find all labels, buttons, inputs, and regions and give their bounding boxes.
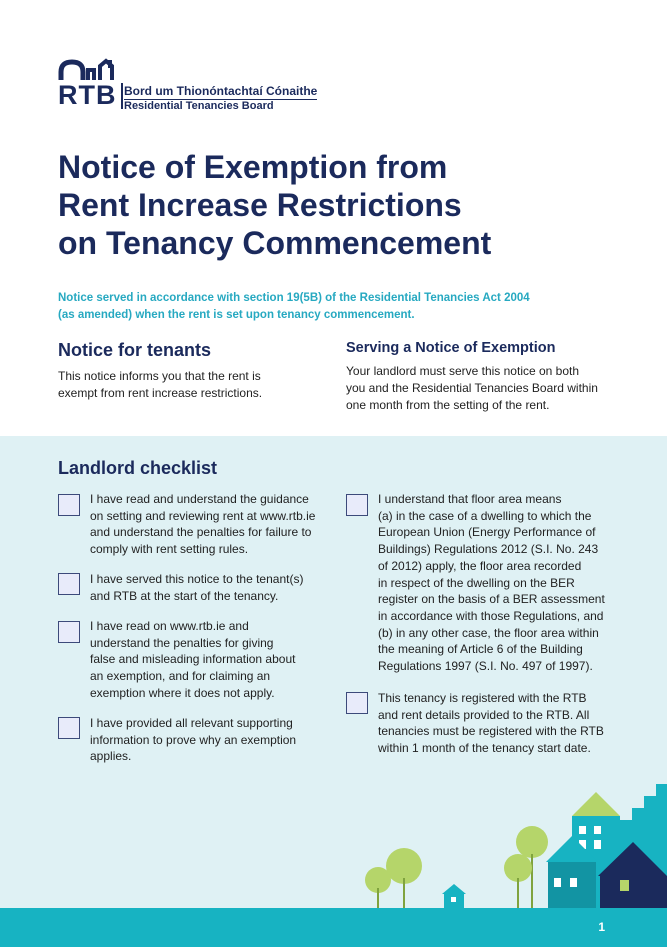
item-line: (b) in any other case, the floor area within <box>378 625 599 640</box>
serving-line: Your landlord must serve this notice on both <box>346 364 580 378</box>
item-line: tenancies must be registered with the RTB <box>378 724 604 739</box>
house-roof-shape <box>572 792 620 816</box>
item-line: I understand that floor area means <box>378 492 562 506</box>
rtb-logo <box>58 58 318 113</box>
item-line: European Union (Energy Performance of <box>378 525 596 540</box>
tenants-text <box>58 368 318 402</box>
item-line: Buildings) Regulations 2012 (S.I. No. 243 <box>378 542 599 557</box>
checklist-item-served <box>90 571 335 604</box>
item-line: I have served this notice to the tenant(s) <box>90 572 304 586</box>
item-line: I have read on www.rtb.ie and <box>90 619 249 633</box>
item-line: comply with rent setting rules. <box>90 542 249 557</box>
item-line: in accordance with those Regulations, and <box>378 608 604 623</box>
serving-heading: Serving a Notice of Exemption <box>346 340 556 356</box>
item-line: and understand the penalties for failure to <box>90 525 312 540</box>
item-line: (a) in the case of a dwelling to which the <box>378 508 592 523</box>
footer-bar <box>0 908 667 947</box>
tree-shape <box>516 826 548 858</box>
item-line: within 1 month of the tenancy start date. <box>378 741 591 756</box>
item-line: This tenancy is registered with the RTB <box>378 691 587 705</box>
checklist-heading: Landlord checklist <box>58 458 218 478</box>
tenants-line: exempt from rent increase restrictions. <box>58 386 263 400</box>
item-line: and RTB at the start of the tenancy. <box>90 588 279 603</box>
checklist-item-penalties <box>90 618 335 702</box>
serving-text <box>346 363 626 414</box>
checkbox-supporting-info[interactable] <box>58 717 80 739</box>
item-line: the meaning of Article 6 of the Building <box>378 642 583 657</box>
house-roof-icon <box>58 58 120 82</box>
logo-english-name: Residential Tenancies Board <box>124 100 274 112</box>
logo-divider <box>121 83 123 109</box>
item-line: in respect of the dwelling on the BER <box>378 575 575 590</box>
house-shape <box>600 876 667 910</box>
item-line: of 2012) apply, the floor area recorded <box>378 558 582 573</box>
item-line: on setting and reviewing rent at www.rtb.ie <box>90 508 316 523</box>
item-line: I have read and understand the guidance <box>90 492 309 506</box>
checkbox-floor-area[interactable] <box>346 494 368 516</box>
item-line: an exemption, and for claiming an <box>90 669 271 684</box>
logo-irish-name: Bord um Thionóntachtaí Cónaithe <box>124 84 318 98</box>
checkbox-registered[interactable] <box>346 692 368 714</box>
item-line: register on the basis of a BER assessment <box>378 592 605 607</box>
tenants-line: This notice informs you that the rent is <box>58 369 261 383</box>
item-line: I have provided all relevant supporting <box>90 716 293 730</box>
title-line-2: Rent Increase Restrictions <box>58 187 462 223</box>
page-number: 1 <box>598 920 605 934</box>
item-line: and rent details provided to the RTB. All <box>378 707 590 722</box>
item-line: exemption where it does not apply. <box>90 685 275 700</box>
checklist-item-supporting-info <box>90 715 335 765</box>
tenants-heading: Notice for tenants <box>58 340 212 360</box>
house-roof-shape <box>442 884 466 894</box>
page-title <box>58 148 618 262</box>
logo-abbrev: RTB <box>58 80 117 110</box>
serving-line: you and the Residential Tenancies Board within <box>346 381 598 395</box>
item-line: understand the penalties for giving <box>90 635 274 650</box>
title-line-1: Notice of Exemption from <box>58 149 448 185</box>
checkbox-penalties[interactable] <box>58 621 80 643</box>
intro-line-1: Notice served in accordance with section 19(5B) of the Residential Tenancies Act 2004 <box>58 292 530 304</box>
houses-illustration <box>350 780 667 910</box>
item-line: applies. <box>90 749 132 764</box>
tree-shape <box>504 854 532 882</box>
item-line: information to prove why an exemption <box>90 732 297 747</box>
checklist-item-floor-area <box>378 491 628 675</box>
item-line: Regulations 1997 (S.I. No. 497 of 1997). <box>378 659 593 674</box>
checkbox-guidance[interactable] <box>58 494 80 516</box>
title-line-3: on Tenancy Commencement <box>58 225 492 261</box>
item-line: false and misleading information about <box>90 652 296 667</box>
checklist-item-guidance <box>90 491 335 558</box>
intro-text <box>58 290 558 324</box>
intro-line-2: (as amended) when the rent is set upon tenancy commencement. <box>58 309 415 321</box>
checkbox-served[interactable] <box>58 573 80 595</box>
checklist-item-registered <box>378 690 628 757</box>
serving-line: one month from the setting of the rent. <box>346 398 550 412</box>
